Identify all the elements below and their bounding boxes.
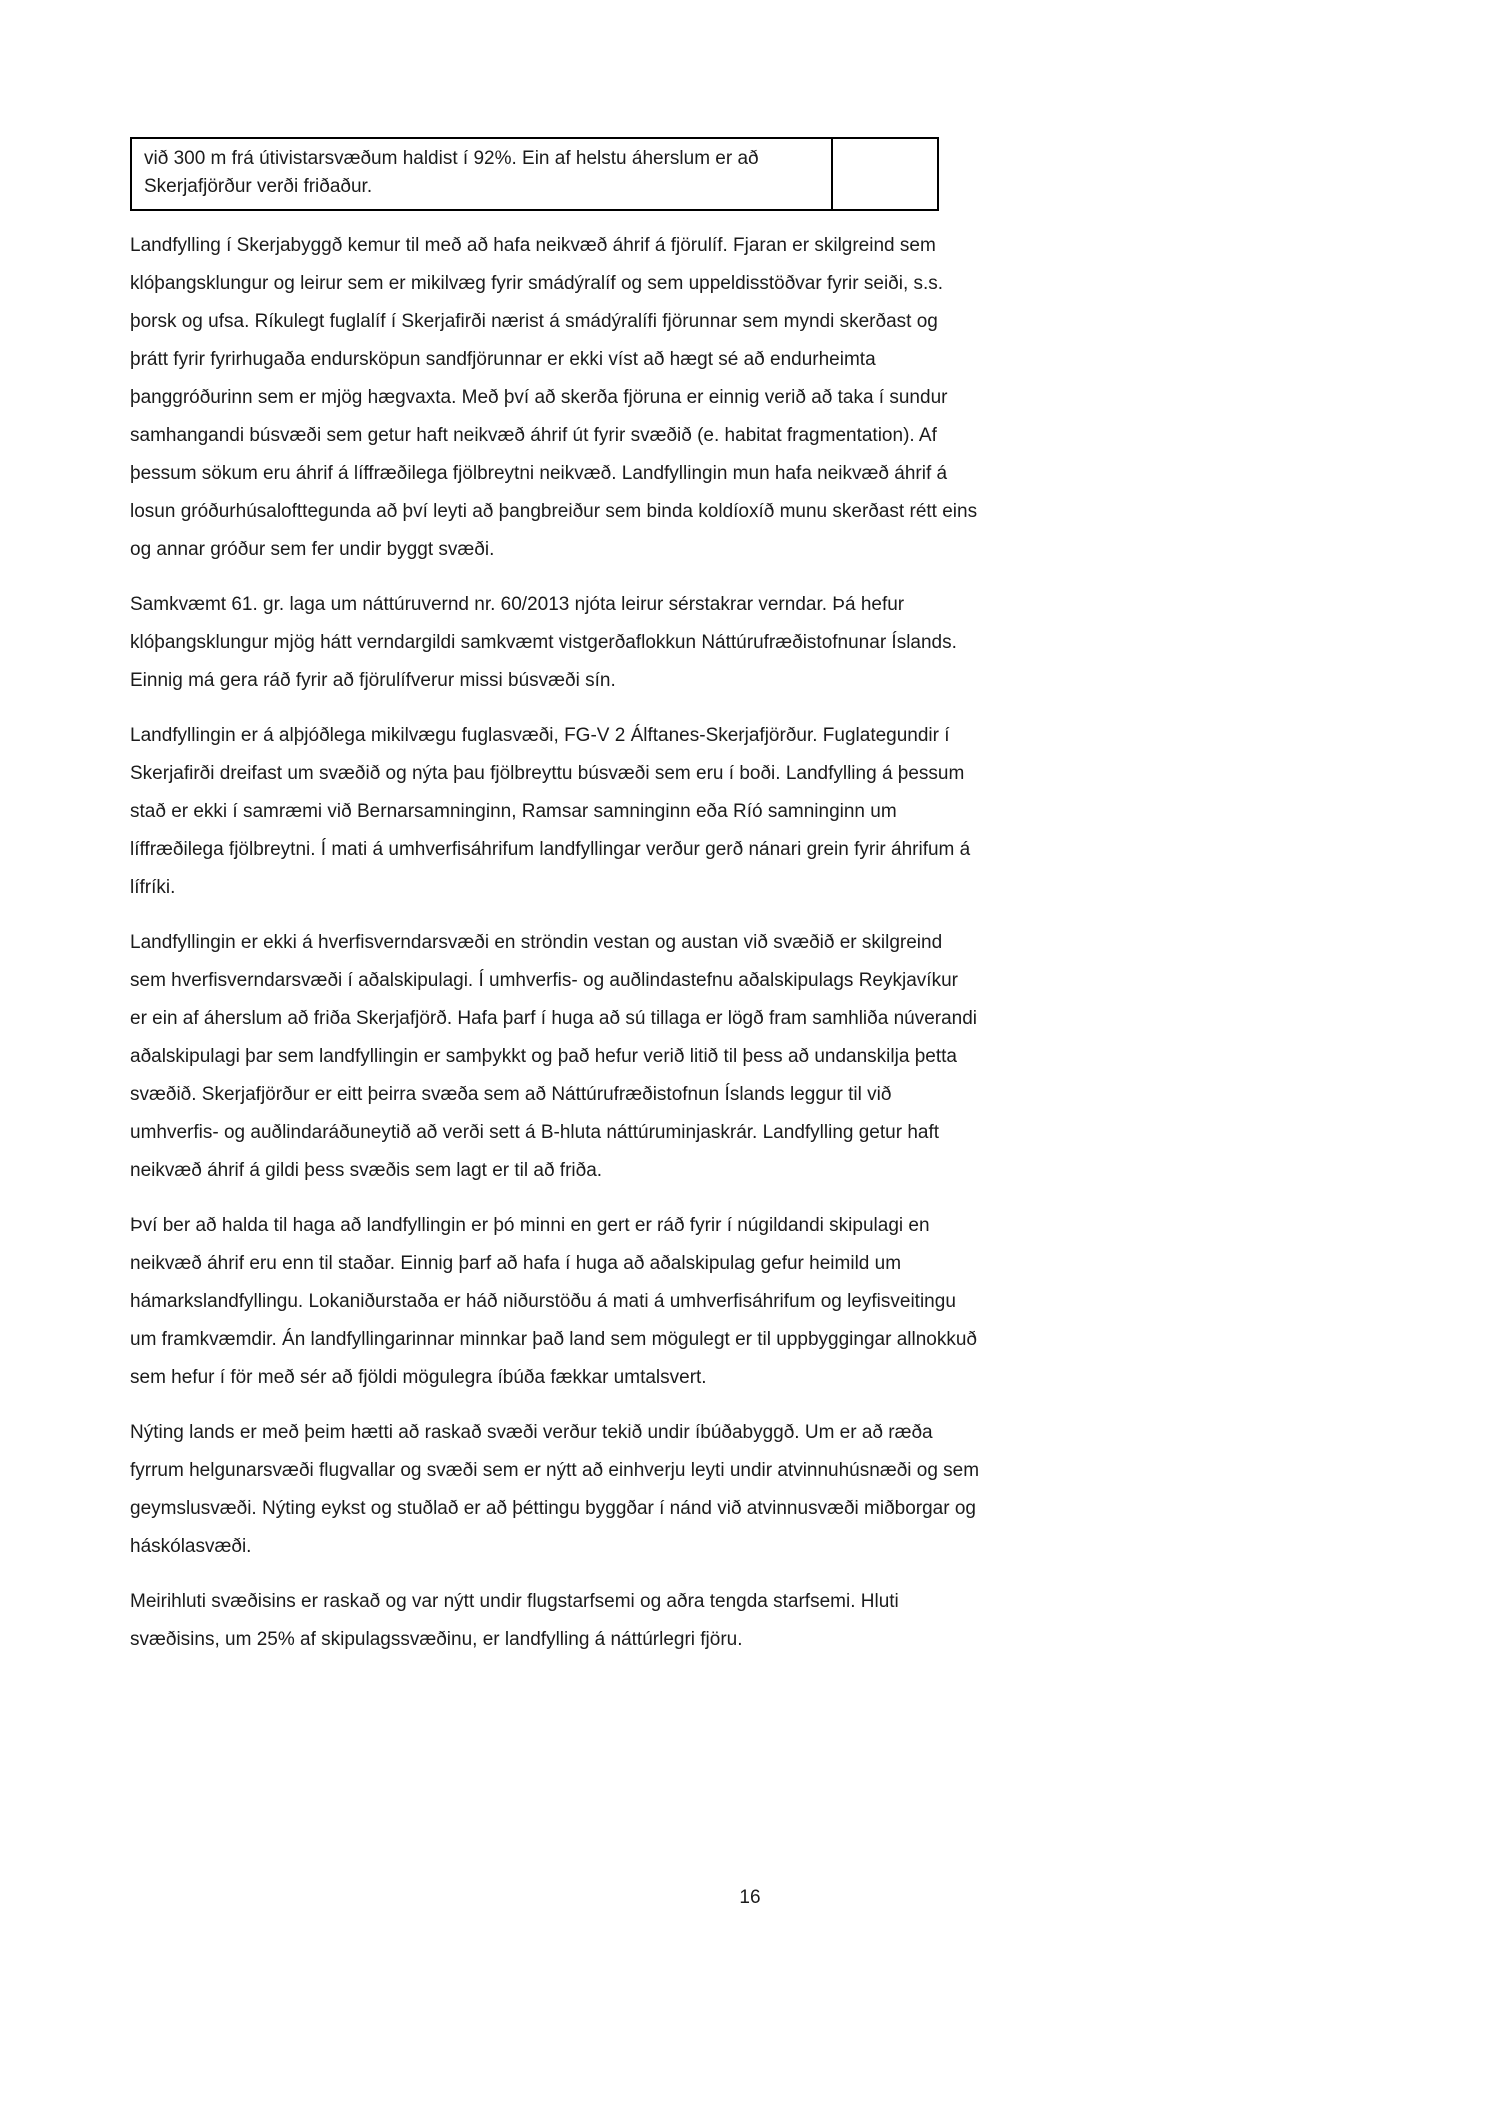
body-paragraph-4: Landfyllingin er ekki á hverfisverndarsvæði en ströndin vestan og austan við svæðið er skilgreind sem hverfisverndarsvæði í aðalskipulagi. Í umhverfis- og auðlindastefnu aðalskipulags Reykjavíkur er ein af áherslum að friða Skerjafjörð. Hafa þarf í huga að sú tillaga er lögð fram samhliða núverandi aðalskipulagi þar sem landfyllingin er samþykkt og það hefur verið litið til þess að undanskilja þetta svæðið. Skerjafjörður er eitt þeirra svæða sem að Náttúrufræðistofnun Íslands leggur til við umhverfis- og auðlindaráðuneytið að verði sett á B-hluta náttúruminjaskrár. Landfylling getur haft neikvæð áhrif á gildi þess svæðis sem lagt er til að friða.: [130, 932, 978, 1181]
continued-table: [130, 137, 939, 211]
body-paragraph-5: Því ber að halda til haga að landfyllingin er þó minni en gert er ráð fyrir í núgildandi skipulagi en neikvæð áhrif eru enn til staðar. Einnig þarf að hafa í huga að aðalskipulag gefur heimild um hámarkslandfyllingu. Lokaniðurstaða er háð niðurstöðu á mati á umhverfisáhrifum og leyfisveitingu um framkvæmdir. Án landfyllingarinnar minnkar það land sem mögulegt er til uppbyggingar allnokkuð sem hefur í för með sér að fjöldi mögulegra íbúða fækkar umtalsvert.: [130, 1215, 977, 1388]
body-paragraph-6: Nýting lands er með þeim hætti að raskað svæði verður tekið undir íbúðabyggð. Um er að ræða fyrrum helgunarsvæði flugvallar og svæði sem er nýtt að einhverju leyti undir atvinnuhúsnæði og sem geymslusvæði. Nýting eykst og stuðlað er að þéttingu byggðar í nánd við atvinnusvæði miðborgar og háskólasvæði.: [130, 1422, 980, 1557]
body-paragraph-1: Landfylling í Skerjabyggð kemur til með að hafa neikvæð áhrif á fjörulíf. Fjaran er skilgreind sem klóþangsklungur og leirur sem er mikilvæg fyrir smádýralíf og sem uppeldisstöðvar fyrir seiði, s.s. þorsk og ufsa. Ríkulegt fuglalíf í Skerjafirði nærist á smádýralífi fjörunnar sem myndi skerðast og þrátt fyrir fyrirhugaða endursköpun sandfjörunnar er ekki víst að hægt sé að endurheimta þanggróðurinn sem er mjög hægvaxta. Með því að skerða fjöruna er einnig verið að taka í sundur samhangandi búsvæði sem getur haft neikvæð áhrif út fyrir svæðið (e. habitat fragmentation). Af þessum sökum eru áhrif á líffræðilega fjölbreytni neikvæð. Landfyllingin mun hafa neikvæð áhrif á losun gróðurhúsalofttegunda að því leyti að þangbreiður sem binda koldíoxíð munu skerðast rétt eins og annar gróður sem fer undir byggt svæði.: [130, 235, 978, 560]
page-number: 16: [739, 1887, 761, 1908]
text-column: [130, 137, 980, 1676]
table-cell-text: við 300 m frá útivistarsvæðum haldist í 92%. Ein af helstu áherslum er að Skerjafjörður verði friðaður.: [131, 138, 832, 210]
table-row: [131, 138, 938, 210]
table-cell-empty: [832, 138, 938, 210]
body-paragraph-7: Meirihluti svæðisins er raskað og var nýtt undir flugstarfsemi og aðra tengda starfsemi. Hluti svæðisins, um 25% af skipulagssvæðinu, er landfylling á náttúrlegri fjöru.: [130, 1591, 899, 1650]
body-paragraph-3: Landfyllingin er á alþjóðlega mikilvægu fuglasvæði, FG-V 2 Álftanes-Skerjafjörður. Fuglategundir í Skerjafirði dreifast um svæðið og nýta þau fjölbreyttu búsvæði sem eru í boði. Landfylling á þessum stað er ekki í samræmi við Bernarsamninginn, Ramsar samninginn eða Ríó samninginn um líffræðilega fjölbreytni. Í mati á umhverfisáhrifum landfyllingar verður gerð nánari grein fyrir áhrifum á lífríki.: [130, 725, 971, 898]
body-paragraph-2: Samkvæmt 61. gr. laga um náttúruvernd nr. 60/2013 njóta leirur sérstakrar verndar. Þá hefur klóþangsklungur mjög hátt verndargildi samkvæmt vistgerðaflokkun Náttúrufræðistofnunar Íslands. Einnig má gera ráð fyrir að fjörulífverur missi búsvæði sín.: [130, 594, 957, 691]
